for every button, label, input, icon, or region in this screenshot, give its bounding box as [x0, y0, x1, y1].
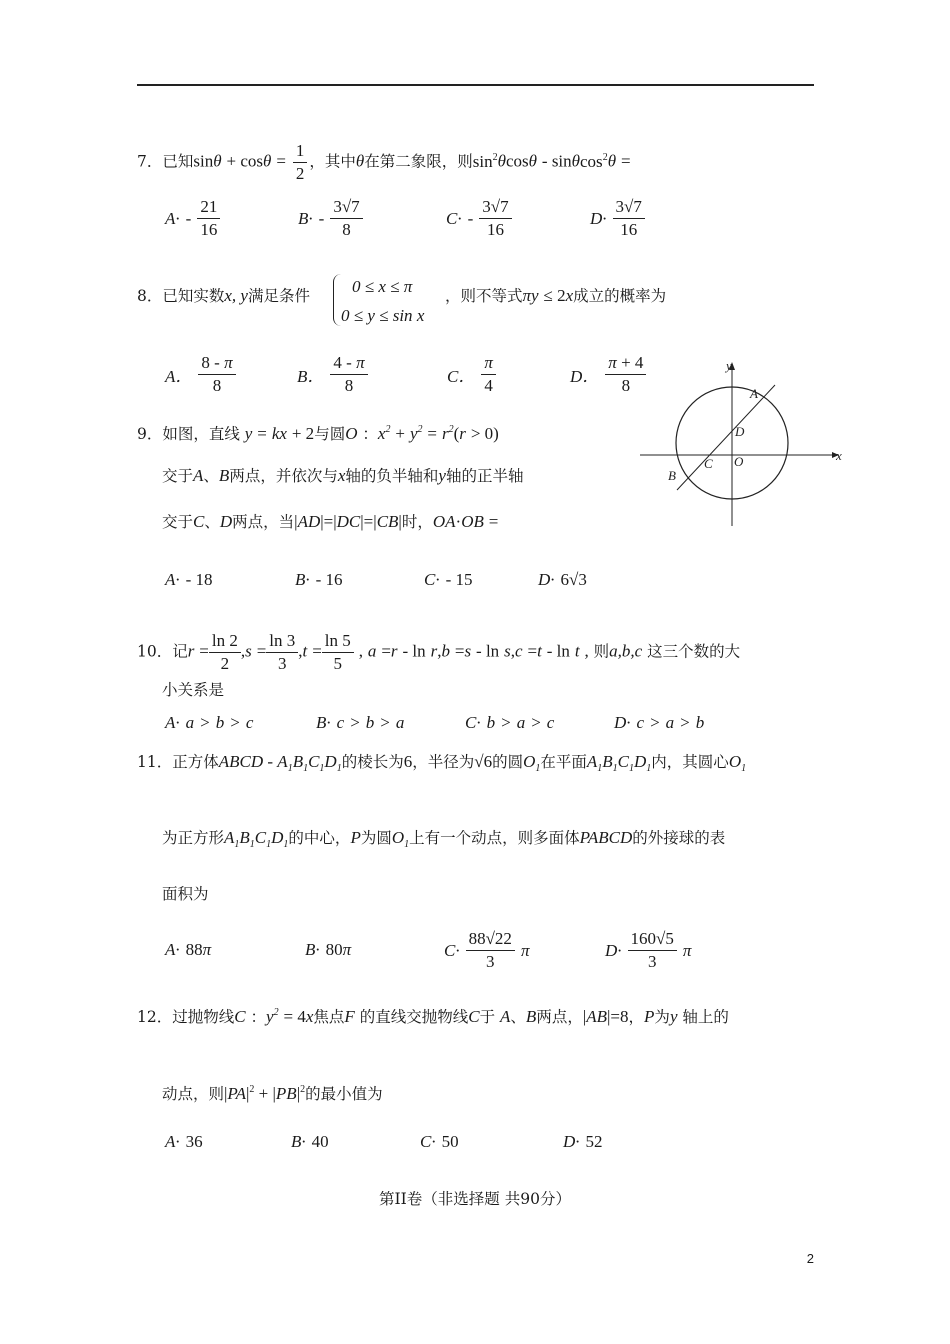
question-10-line-1: 10．记r = $\frac{\ln 2}{2}$ ,s = $\frac{\ln 3}{3}$ ,t = $\frac{\ln 5}{5}$ , a =r - ln r,b =s - ln s,c =t - ln t , 则a,b,c 这三个数的大 [137, 631, 741, 673]
q7-option-a-label: A· [165, 208, 180, 228]
question-11-line-2: 为正方形$A_1B_1C_1D_1$的中心，P为圆$O_1$上有一个动点，则多面体PABCD的外接球的表 [162, 828, 726, 850]
question-8-stem-b: ，则不等式πy ≤ 2x成立的概率为 [445, 286, 667, 305]
q9-option-a[interactable]: A· - 18 [165, 570, 213, 589]
q10-option-d[interactable]: D· c > a > b [614, 713, 705, 732]
section-title: 第II卷（非选择题 共90分） [379, 1190, 571, 1208]
q9-option-b[interactable]: B· - 16 [295, 570, 343, 589]
page-number: 2 [806, 1251, 814, 1266]
q12-option-d[interactable]: D· 52 [563, 1132, 603, 1151]
q8-option-b[interactable]: B． $\frac{4 - \pi}{8}$ [297, 352, 368, 397]
question-11-line-3: 面积为 [162, 885, 209, 903]
question-9-line-3: 交于C、D两点，当|AD|=|DC|=|CB|时，OA·OB = [162, 512, 499, 531]
q10-option-c[interactable]: C· b > a > c [465, 713, 555, 732]
question-9-line-2: 交于A、B两点，并依次与x轴的负半轴和y轴的正半轴 [162, 466, 524, 485]
q12-option-b[interactable]: B· 40 [291, 1132, 329, 1151]
label-y: y [726, 358, 732, 373]
q8-option-a[interactable]: A． $\frac{8 - \pi}{8}$ [165, 352, 236, 397]
line-ab [677, 385, 775, 490]
q10-option-a[interactable]: A· a > b > c [165, 713, 254, 732]
q12-option-a[interactable]: A· 36 [165, 1132, 203, 1151]
q9-option-d[interactable]: D· 6√3 [538, 570, 587, 589]
q10-option-b[interactable]: B· c > b > a [316, 713, 405, 732]
q7-option-b[interactable]: B· - $\frac{3√7}{8}$ [298, 196, 363, 241]
label-x: x [836, 448, 842, 463]
q11-option-b[interactable]: B· 80π [305, 940, 352, 959]
q8-option-d[interactable]: D． $\frac{\pi + 4}{8}$ [570, 352, 646, 397]
circle-line-figure [640, 358, 850, 530]
question-12-line-1: 12．过抛物线C ：$y^2 = 4x$焦点F 的直线交抛物线C于 A、B两点，|AB|=8，P为y 轴上的 [137, 1007, 729, 1026]
q7-option-d[interactable]: D· $\frac{3√7}{16}$ [590, 196, 645, 241]
label-b: B [668, 468, 676, 483]
label-c: C [704, 456, 713, 471]
q11-option-a[interactable]: A· 88π [165, 940, 212, 959]
q11-option-c[interactable]: C· $\frac{88√22}{3}$ π [444, 929, 530, 971]
q7-option-c[interactable]: C· - $\frac{3√7}{16}$ [446, 196, 512, 241]
label-o: O [734, 454, 744, 469]
question-12-line-2: 动点，则$|PA|^2 + |PB|^2$的最小值为 [162, 1084, 383, 1103]
system-line-1: 0 ≤ x ≤ π [352, 277, 413, 296]
q12-option-c[interactable]: C· 50 [420, 1132, 459, 1151]
q11-option-d[interactable]: D· $\frac{160√5}{3}$ π [605, 929, 692, 971]
question-9-line-1: 9．如图，直线 y = kx + 2与圆O ：$x^2 + y^2 = r^2(r > 0)$ [137, 424, 499, 443]
label-d: D [735, 424, 745, 439]
question-8-stem-a: 8．已知实数x, y满足条件 [137, 286, 310, 305]
question-10-line-2: 小关系是 [162, 681, 225, 699]
label-a: A [750, 386, 758, 401]
header-rule [137, 84, 814, 86]
question-11-line-1: 11．正方体ABCD - $A_1B_1C_1D_1$的棱长为6，半径为√6的圆$O_1$在平面$A_1B_1C_1D_1$内，其圆心$O_1$ [137, 752, 747, 774]
system-line-2: 0 ≤ y ≤ sin x [341, 306, 425, 325]
q9-option-c[interactable]: C· - 15 [424, 570, 473, 589]
q8-option-c[interactable]: C． $\frac{\pi}{4}$ [447, 352, 496, 397]
question-7-stem: 7．已知sinθ + cosθ = $\frac{1}{2}$ ，其中θ在第二象限，则$\sin^2\theta\cos\theta - \sin\theta\cos^2\theta$ = [137, 141, 631, 183]
q7-option-a[interactable]: A· - $\frac{21}{16}$ [165, 196, 220, 241]
